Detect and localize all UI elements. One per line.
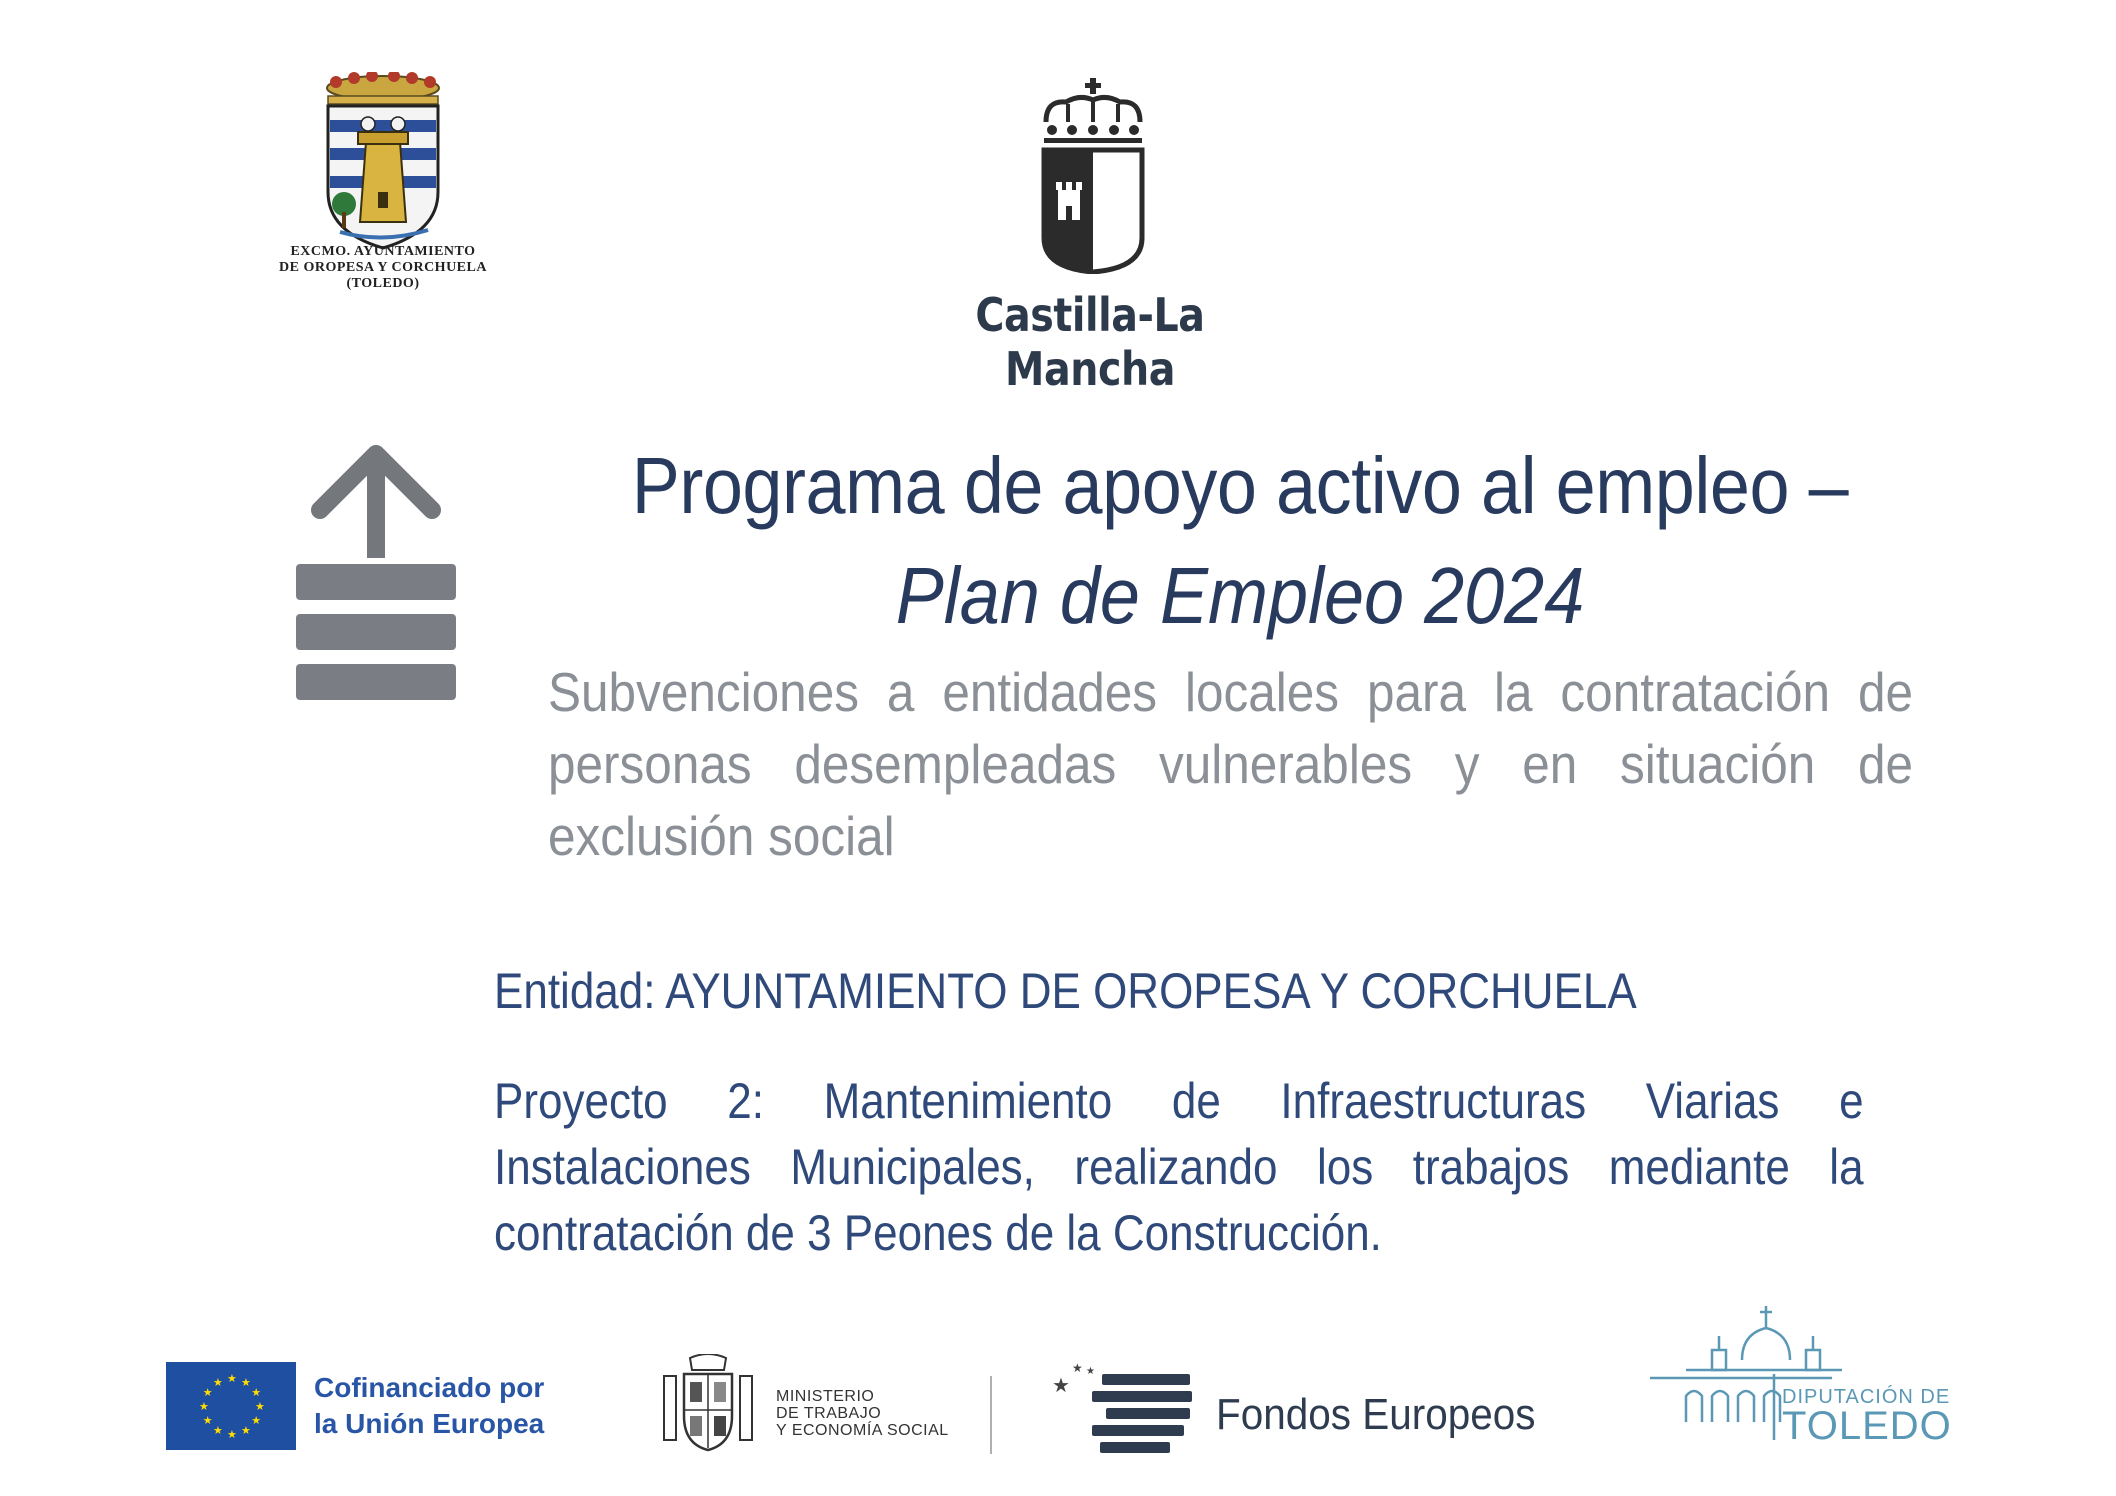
municipality-caption — [250, 244, 516, 292]
eu-star: ★ — [255, 1400, 265, 1413]
diputacion-line1: DIPUTACIÓN DE — [1782, 1386, 1951, 1408]
eu-star: ★ — [213, 1424, 223, 1438]
eu-star: ★ — [202, 1386, 213, 1399]
eu-cofinance-label — [314, 1370, 544, 1442]
municipality-line3: (TOLEDO) — [346, 276, 420, 291]
eu-line2: la Unión Europea — [314, 1408, 545, 1439]
project-line-3: contratación de 3 Peones de la Construcción. — [494, 1205, 1382, 1261]
program-subtitle — [548, 656, 1912, 872]
plan-title: Plan de Empleo 2024 — [895, 551, 1585, 640]
subtitle-line-1: Subvenciones a entidades locales para la contratación de — [548, 661, 1914, 723]
project-description — [494, 1068, 1864, 1266]
castilla-la-mancha-crown-shield-icon — [1040, 78, 1146, 274]
subtitle-line-2: personas desempleadas vulnerables y en situación de — [548, 733, 1914, 795]
entity-line: Entidad: AYUNTAMIENTO DE OROPESA Y CORCHUELA — [494, 963, 1637, 1019]
eu-flag-icon — [166, 1362, 296, 1450]
footer-divider — [990, 1376, 992, 1454]
eu-star: ★ — [241, 1424, 251, 1438]
project-line-2: Instalaciones Municipales, realizando los trabajos mediante la — [494, 1139, 1864, 1195]
ministry-line1: MINISTERIO — [776, 1388, 875, 1405]
eu-star: ★ — [202, 1414, 213, 1427]
eu-star: ★ — [227, 1428, 237, 1441]
eu-star: ★ — [213, 1375, 223, 1389]
arrow-up-stack-icon — [292, 434, 460, 704]
svg-text:★: ★ — [1072, 1361, 1083, 1375]
project-line-1: Proyecto 2: Mantenimiento de Infraestructuras Viarias e — [494, 1073, 1864, 1129]
fondos-europeos-stripes-icon — [1092, 1372, 1192, 1454]
spain-coat-of-arms-icon — [660, 1354, 756, 1454]
eu-star: ★ — [251, 1414, 262, 1427]
oropesa-coat-of-arms-icon — [318, 72, 448, 252]
ministry-line3: Y ECONOMÍA SOCIAL — [776, 1422, 949, 1439]
svg-text:★: ★ — [1086, 1366, 1095, 1377]
eu-star: ★ — [227, 1372, 237, 1385]
eu-line1: Cofinanciado por — [314, 1372, 545, 1403]
diputacion-line2: TOLEDO — [1782, 1404, 1952, 1448]
municipality-line1: EXCMO. AYUNTAMIENTO — [290, 244, 476, 259]
subtitle-line-3: exclusión social — [548, 805, 895, 867]
fondos-europeos-label: Fondos Europeos — [1216, 1390, 1536, 1439]
eu-star: ★ — [251, 1386, 262, 1399]
eu-star: ★ — [199, 1400, 209, 1413]
region-name: Castilla-La Mancha — [975, 288, 1205, 396]
eu-star: ★ — [241, 1375, 251, 1389]
ministry-label — [776, 1388, 949, 1439]
program-title: Programa de apoyo activo al empleo – — [631, 441, 1849, 530]
ministry-line2: DE TRABAJO — [776, 1405, 882, 1422]
svg-text:★: ★ — [1052, 1373, 1070, 1397]
municipality-line2: DE OROPESA Y CORCHUELA — [279, 260, 487, 275]
